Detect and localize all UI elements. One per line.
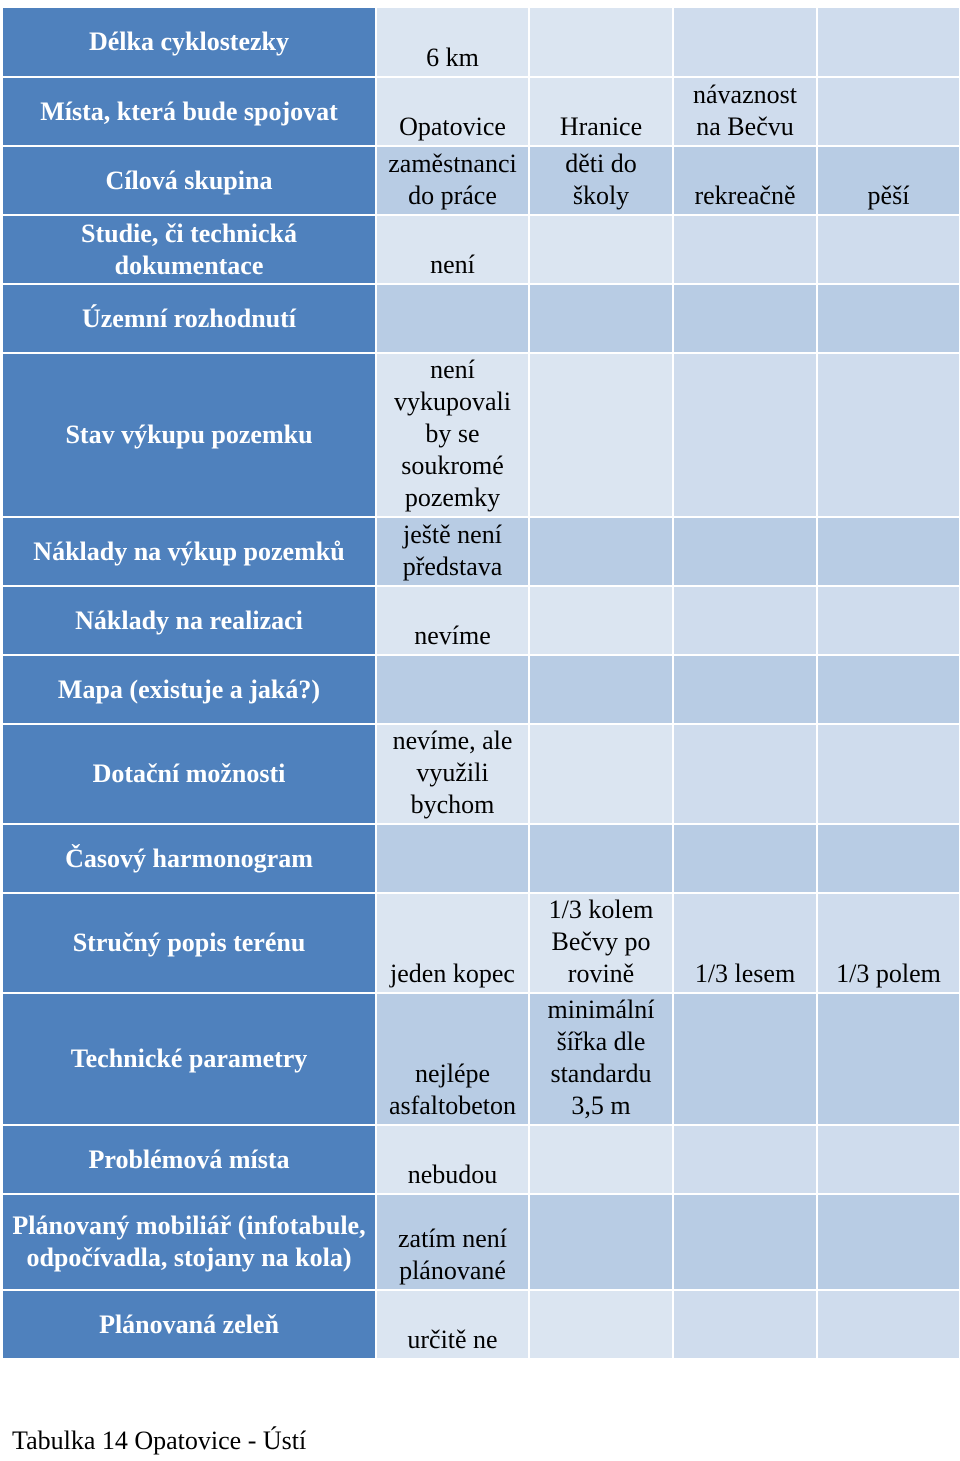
table-row: [3, 824, 960, 893]
cell-value: [673, 993, 817, 1125]
table-caption: Tabulka 14 Opatovice - Ústí: [12, 1426, 307, 1455]
cell-value: [817, 724, 960, 824]
cell-value: [673, 517, 817, 586]
row-label: Náklady na výkup pozemků: [3, 517, 376, 586]
cell-value: nejlépe asfaltobeton: [376, 993, 529, 1125]
row-label: Problémová místa: [3, 1125, 376, 1194]
cell-value: nebudou: [376, 1125, 529, 1194]
cell-value: [376, 284, 529, 353]
cell-value: [673, 8, 817, 77]
cell-value: [673, 215, 817, 284]
table-row: [3, 215, 960, 284]
cell-value: [817, 655, 960, 724]
cell-value: [673, 824, 817, 893]
cell-value: [529, 1290, 673, 1359]
row-label: Dotační možnosti: [3, 724, 376, 824]
cell-value: [673, 353, 817, 517]
table-row: [3, 993, 960, 1125]
row-label: Technické parametry: [3, 993, 376, 1125]
row-label: Stručný popis terénu: [3, 893, 376, 993]
row-label: Náklady na realizaci: [3, 586, 376, 655]
table-row: [3, 893, 960, 993]
row-label: Místa, která bude spojovat: [3, 77, 376, 146]
row-label: Územní rozhodnutí: [3, 284, 376, 353]
cell-value: návaznost na Bečvu: [673, 77, 817, 146]
cell-value: děti do školy: [529, 146, 673, 215]
row-label: Mapa (existuje a jaká?): [3, 655, 376, 724]
cell-value: [817, 8, 960, 77]
table-row: [3, 1290, 960, 1359]
cell-value: Opatovice: [376, 77, 529, 146]
cell-value: [529, 517, 673, 586]
cell-value: [673, 1194, 817, 1290]
cell-value: [529, 1194, 673, 1290]
cell-value: [673, 1125, 817, 1194]
cell-value: [817, 586, 960, 655]
row-label: Plánovaná zeleň: [3, 1290, 376, 1359]
row-label: Cílová skupina: [3, 146, 376, 215]
cell-value: [673, 284, 817, 353]
cell-value: určitě ne: [376, 1290, 529, 1359]
cell-value: [817, 284, 960, 353]
cell-value: [673, 655, 817, 724]
cell-value: [673, 1290, 817, 1359]
row-label: Časový harmonogram: [3, 824, 376, 893]
cell-value: jeden kopec: [376, 893, 529, 993]
cell-value: [529, 586, 673, 655]
table-row: [3, 8, 960, 77]
cell-value: rekreačně: [673, 146, 817, 215]
row-label: Plánovaný mobiliář (infotabule, odpočívadla, stojany na kola): [3, 1194, 376, 1290]
cell-value: není vykupovali by se soukromé pozemky: [376, 353, 529, 517]
row-label: Stav výkupu pozemku: [3, 353, 376, 517]
cell-value: [817, 77, 960, 146]
table-row: [3, 146, 960, 215]
row-label: Studie, či technická dokumentace: [3, 215, 376, 284]
cell-value: [529, 353, 673, 517]
table-row: [3, 1194, 960, 1290]
cell-value: [529, 724, 673, 824]
table-row: [3, 284, 960, 353]
cell-value: [529, 8, 673, 77]
table-row: [3, 655, 960, 724]
cell-value: Hranice: [529, 77, 673, 146]
table-row: [3, 724, 960, 824]
cell-value: [673, 586, 817, 655]
table-row: [3, 586, 960, 655]
cell-value: [376, 655, 529, 724]
cell-value: [817, 1125, 960, 1194]
cell-value: [376, 824, 529, 893]
cell-value: [673, 724, 817, 824]
info-table: [3, 8, 960, 1360]
table-row: [3, 1125, 960, 1194]
cell-value: [529, 1125, 673, 1194]
cell-value: [817, 993, 960, 1125]
cell-value: zatím není plánované: [376, 1194, 529, 1290]
cell-value: [529, 824, 673, 893]
cell-value: není: [376, 215, 529, 284]
cell-value: [817, 517, 960, 586]
cell-value: zaměstnanci do práce: [376, 146, 529, 215]
row-label: Délka cyklostezky: [3, 8, 376, 77]
cell-value: 1/3 polem: [817, 893, 960, 993]
table-row: [3, 517, 960, 586]
cell-value: 1/3 lesem: [673, 893, 817, 993]
cell-value: ještě není představa: [376, 517, 529, 586]
cell-value: nevíme: [376, 586, 529, 655]
cell-value: [529, 655, 673, 724]
cell-value: [817, 824, 960, 893]
table-row: [3, 77, 960, 146]
cell-value: nevíme, ale využili bychom: [376, 724, 529, 824]
cell-value: [529, 284, 673, 353]
cell-value: [529, 215, 673, 284]
cell-value: [817, 1290, 960, 1359]
cell-value: pěší: [817, 146, 960, 215]
cell-value: minimální šířka dle standardu 3,5 m: [529, 993, 673, 1125]
cell-value: [817, 353, 960, 517]
cell-value: [817, 1194, 960, 1290]
cell-value: 6 km: [376, 8, 529, 77]
cell-value: [817, 215, 960, 284]
cell-value: 1/3 kolem Bečvy po rovině: [529, 893, 673, 993]
table-row: [3, 353, 960, 517]
